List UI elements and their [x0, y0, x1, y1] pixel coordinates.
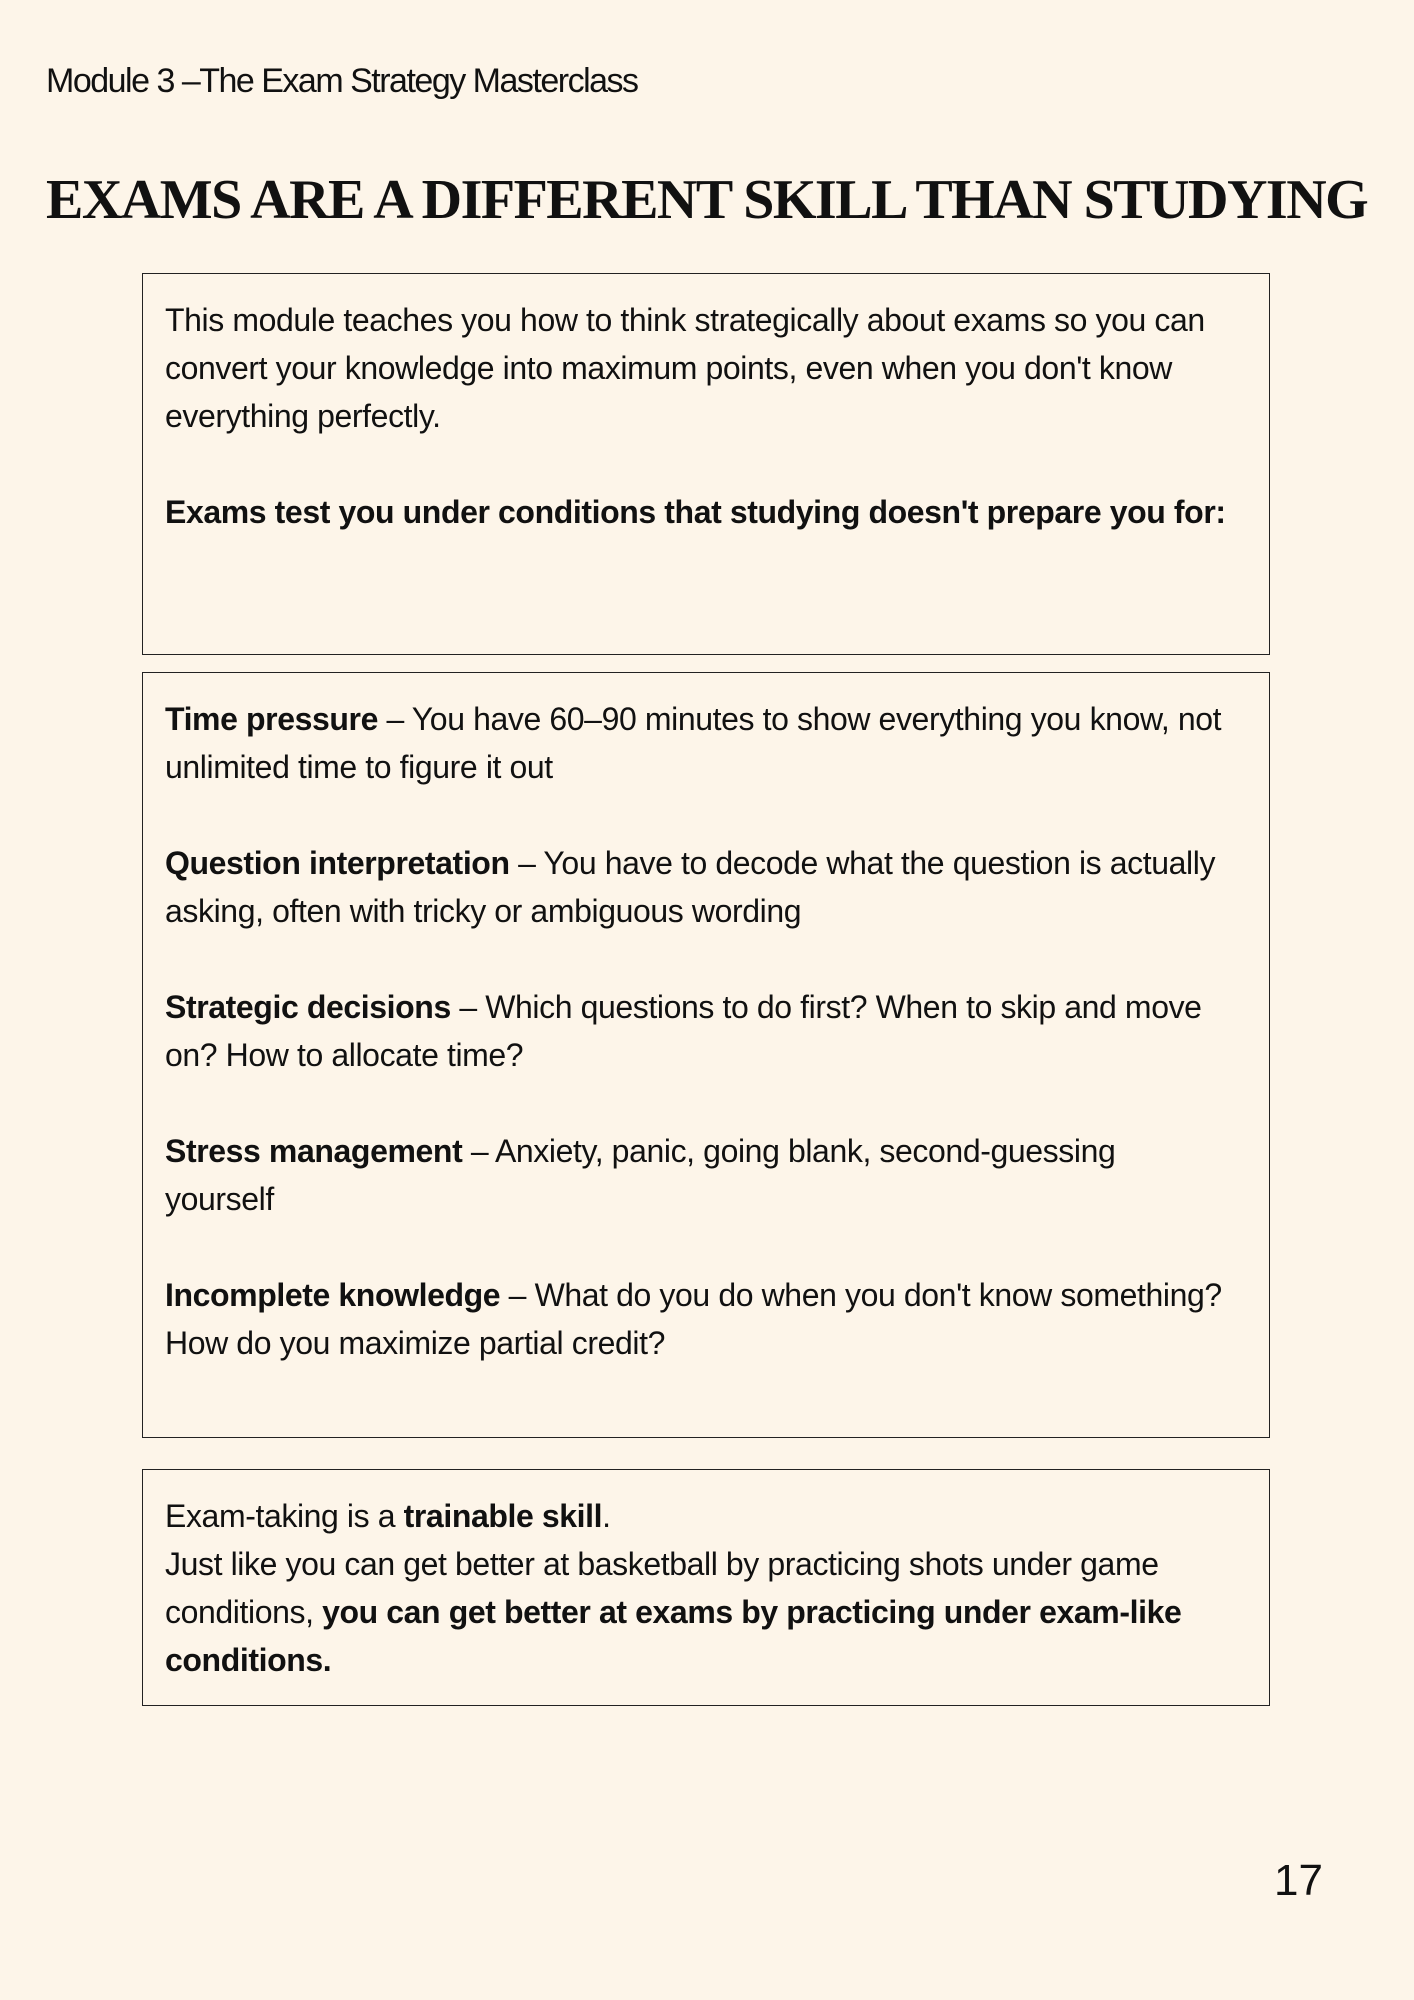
summary-bold: trainable skill — [403, 1498, 603, 1534]
summary-line1 — [165, 1492, 1249, 1540]
condition-item — [165, 839, 1249, 935]
condition-term: Time pressure — [165, 701, 378, 737]
summary-text: Exam-taking is a — [165, 1498, 404, 1534]
condition-item — [165, 1127, 1249, 1223]
summary-text: Just like you can get better at basketball by practicing shots under game conditions, — [165, 1546, 1159, 1630]
module-header: Module 3 –The Exam Strategy Masterclass — [46, 62, 638, 100]
summary-box — [142, 1469, 1270, 1706]
condition-desc: – Which questions to do first? When to skip and move on? How to allocate time? — [165, 989, 1202, 1073]
page-title: EXAMS ARE A DIFFERENT SKILL THAN STUDYING — [46, 169, 1368, 231]
intro-bold: Exams test you under conditions that studying doesn't prepare you for: — [165, 494, 1226, 530]
condition-desc: – What do you do when you don't know something? How do you maximize partial credit? — [165, 1277, 1222, 1361]
condition-item — [165, 1271, 1249, 1367]
condition-desc: – Anxiety, panic, going blank, second-guessing yourself — [165, 1133, 1116, 1217]
intro-box — [142, 273, 1270, 655]
condition-term: Strategic decisions — [165, 989, 451, 1025]
condition-term: Stress management — [165, 1133, 463, 1169]
condition-desc: – You have 60–90 minutes to show everything you know, not unlimited time to figure it out — [165, 701, 1222, 785]
condition-term: Question interpretation — [165, 845, 510, 881]
page-number: 17 — [1274, 1856, 1323, 1905]
condition-item — [165, 695, 1249, 791]
summary-line2 — [165, 1540, 1249, 1684]
condition-item — [165, 983, 1249, 1079]
summary-text: . — [602, 1498, 611, 1534]
intro-text: This module teaches you how to think strategically about exams so you can convert your knowledge into maximum points, even when you don't know everything perfectly. — [165, 302, 1205, 434]
summary-bold: you can get better at exams by practicing under exam-like conditions. — [165, 1594, 1182, 1678]
condition-desc: – You have to decode what the question is actually asking, often with tricky or ambiguous wording — [165, 845, 1216, 929]
conditions-box — [142, 672, 1270, 1438]
condition-term: Incomplete knowledge — [165, 1277, 501, 1313]
